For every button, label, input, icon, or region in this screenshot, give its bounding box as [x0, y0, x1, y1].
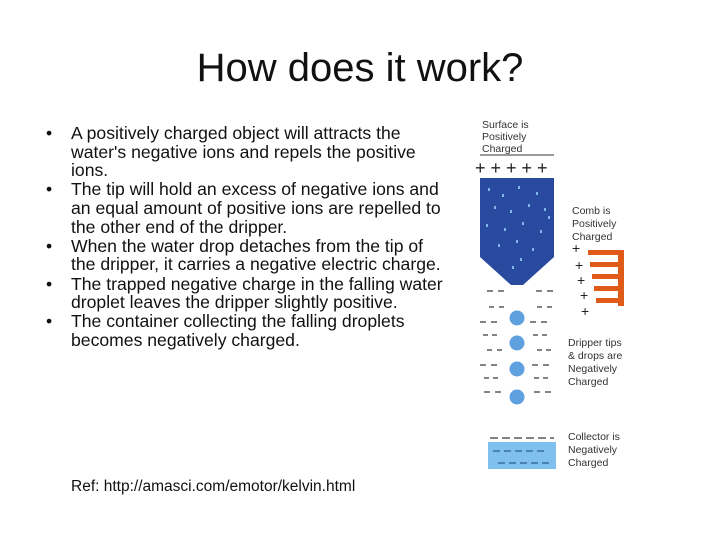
collector-water	[488, 442, 556, 469]
svg-text:+: +	[575, 257, 584, 273]
bullet-item: • The trapped negative charge in the falling water droplet leaves the dripper slightly positive.	[44, 275, 444, 312]
dripper-label-line: Negatively	[568, 363, 618, 375]
surface-label-line: Surface is	[482, 119, 529, 131]
bullet-item: • A positively charged object will attracts the water's negative ions and repels the positive ions.	[44, 124, 444, 180]
water-drop	[510, 390, 525, 405]
surface-label-line: Positively	[482, 131, 527, 143]
comb-positive-signs	[572, 240, 589, 319]
surface-label-line: Charged	[482, 143, 523, 155]
dripper-label-line: Dripper tips	[568, 337, 622, 349]
collector-label-line: Charged	[568, 457, 609, 469]
bullet-item: • When the water drop detaches from the tip of the dripper, it carries a negative electric charge.	[44, 237, 444, 274]
comb-label-line: Comb is	[572, 205, 611, 217]
water-drop	[510, 362, 525, 377]
slide-title: How does it work?	[196, 46, 524, 90]
surface-positive-signs: + + + + +	[475, 158, 548, 178]
svg-text:+: +	[572, 240, 581, 256]
svg-text:+: +	[580, 287, 589, 303]
kelvin-dripper-diagram	[440, 110, 720, 480]
svg-text:+: +	[577, 272, 586, 288]
bullet-list	[44, 124, 444, 350]
dripper-water	[480, 178, 554, 285]
collector-label-line: Collector is	[568, 431, 620, 443]
comb-label-line: Charged	[572, 231, 613, 243]
dripper-label-line: Charged	[568, 376, 609, 388]
water-drop	[510, 336, 525, 351]
water-drop	[510, 311, 525, 326]
comb-icon	[588, 250, 624, 306]
reference-text: Ref: http://amasci.com/emotor/kelvin.html	[71, 478, 356, 495]
svg-text:+: +	[581, 303, 590, 319]
bullet-item: • The tip will hold an excess of negative ions and an equal amount of positive ions are repelled to the other end of the dripper.	[44, 180, 444, 236]
collector-label-line: Negatively	[568, 444, 618, 456]
dripper-label-line: & drops are	[568, 350, 623, 362]
comb-label-line: Positively	[572, 218, 617, 230]
bullet-item: • The container collecting the falling droplets becomes negatively charged.	[44, 312, 444, 349]
